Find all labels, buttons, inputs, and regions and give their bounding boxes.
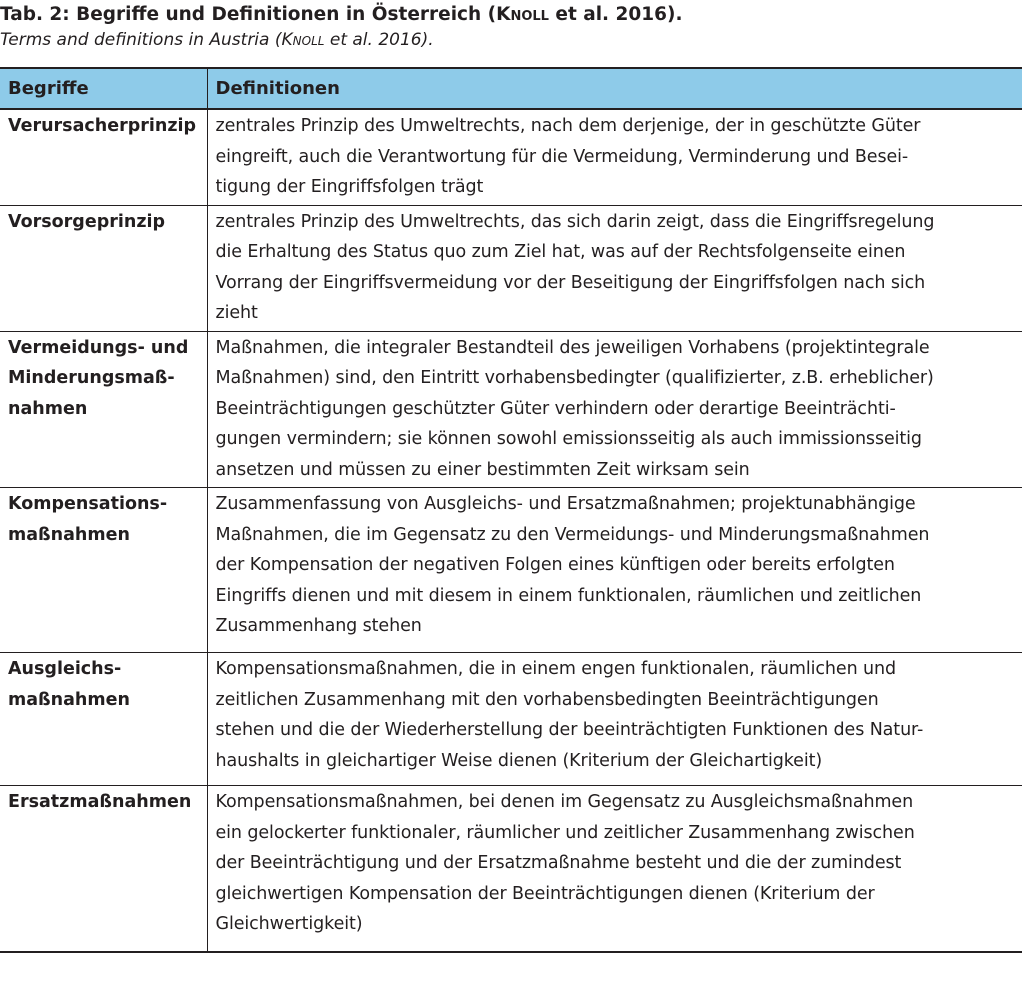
definition-line: Zusammenfassung von Ausgleichs- und Ersatzmaßnahmen; projektunabhängige bbox=[215, 494, 916, 514]
definition-line: Zusammenhang stehen bbox=[215, 616, 422, 636]
term-line: Kompensations- bbox=[8, 494, 168, 514]
definition-line: Maßnahmen, die im Gegensatz zu den Vermeidungs- und Minderungsmaßnahmen bbox=[215, 524, 930, 545]
term-line: Verursacherprinzip bbox=[8, 116, 197, 136]
definition-line: zentrales Prinzip des Umweltrechts, nach dem derjenige, der in geschützte Güter bbox=[215, 116, 921, 136]
caption-subtitle-author: Knoll bbox=[281, 30, 325, 50]
caption-title-prefix: Tab. 2: Begriffe und Definitionen in Österreich ( bbox=[0, 4, 497, 25]
table-row bbox=[0, 109, 1022, 205]
term-cell bbox=[0, 786, 207, 952]
definition-line: Kompensationsmaßnahmen, die in einem engen funktionalen, räumlichen und bbox=[215, 659, 897, 679]
term-line: maßnahmen bbox=[8, 689, 130, 710]
table-row bbox=[0, 331, 1022, 488]
definition-cell bbox=[207, 205, 1022, 331]
definition-line: zieht bbox=[215, 303, 258, 323]
header-definitionen: Definitionen bbox=[207, 68, 1022, 109]
term-cell bbox=[0, 653, 207, 786]
definition-line: die Erhaltung des Status quo zum Ziel hat, was auf der Rechtsfolgenseite einen bbox=[215, 242, 906, 262]
definition-line: der Kompensation der negativen Folgen eines künftigen oder bereits erfolgten bbox=[215, 555, 895, 575]
definition-line: Eingriffs dienen und mit diesem in einem funktionalen, räumlichen und zeitlichen bbox=[215, 585, 922, 606]
definition-line: zeitlichen Zusammenhang mit den vorhabensbedingten Beeinträchtigungen bbox=[215, 689, 879, 710]
table-header-row bbox=[0, 68, 1022, 109]
table-row bbox=[0, 786, 1022, 952]
definition-cell bbox=[207, 653, 1022, 786]
definition-line: der Beeinträchtigung und der Ersatzmaßnahme besteht und die der zumindest bbox=[215, 853, 902, 873]
definition-cell bbox=[207, 109, 1022, 205]
term-line: Ersatzmaßnahmen bbox=[8, 792, 192, 812]
definition-line: eingreift, auch die Verantwortung für die Vermeidung, Verminderung und Besei- bbox=[215, 146, 909, 167]
definition-line: Beeinträchtigungen geschützter Güter verhindern oder derartige Beeinträchti- bbox=[215, 398, 896, 419]
definition-line: Kompensationsmaßnahmen, bei denen im Gegensatz zu Ausgleichsmaßnahmen bbox=[215, 792, 914, 812]
term-line: Ausgleichs- bbox=[8, 659, 122, 679]
definition-line: Gleichwertigkeit) bbox=[215, 914, 363, 934]
definition-line: stehen und die der Wiederherstellung der beeinträchtigten Funktionen des Natur- bbox=[215, 720, 924, 740]
term-cell bbox=[0, 488, 207, 653]
term-line: nahmen bbox=[8, 398, 88, 419]
definition-cell bbox=[207, 786, 1022, 952]
definition-line: gleichwertigen Kompensation der Beeinträchtigungen dienen (Kriterium der bbox=[215, 883, 875, 904]
term-line: Vermeidungs- und bbox=[8, 337, 189, 358]
table-row bbox=[0, 488, 1022, 653]
definition-line: Maßnahmen, die integraler Bestandteil des jeweiligen Vorhabens (projektintegrale bbox=[215, 337, 930, 358]
definition-line: zentrales Prinzip des Umweltrechts, das sich darin zeigt, dass die Eingriffsregelung bbox=[215, 211, 935, 232]
caption-subtitle-prefix: Terms and definitions in Austria ( bbox=[0, 30, 282, 50]
definition-cell bbox=[207, 488, 1022, 653]
term-line: Vorsorgeprinzip bbox=[8, 211, 166, 232]
definition-line: Maßnahmen) sind, den Eintritt vorhabensbedingter (qualifizierter, z.B. erheblicher) bbox=[215, 368, 934, 388]
definition-line: tigung der Eingriffsfolgen trägt bbox=[215, 177, 484, 197]
definition-line: Vorrang der Eingriffsvermeidung vor der Beseitigung der Eingriffsfolgen nach sich bbox=[215, 272, 926, 293]
caption-title-suffix: et al. 2016). bbox=[548, 4, 683, 25]
term-line: maßnahmen bbox=[8, 524, 130, 545]
caption-subtitle-suffix: et al. 2016). bbox=[324, 30, 434, 50]
definitions-table bbox=[0, 67, 1022, 953]
term-cell bbox=[0, 331, 207, 488]
definition-cell bbox=[207, 331, 1022, 488]
term-line: Minderungsmaß- bbox=[8, 368, 175, 388]
caption-subtitle bbox=[0, 28, 1024, 52]
table-row bbox=[0, 205, 1022, 331]
caption-title-author: Knoll bbox=[496, 4, 549, 25]
table-row bbox=[0, 653, 1022, 786]
header-begriffe: Begriffe bbox=[0, 68, 207, 109]
definition-line: haushalts in gleichartiger Weise dienen (Kriterium der Gleichartigkeit) bbox=[215, 750, 823, 771]
term-cell bbox=[0, 205, 207, 331]
term-cell bbox=[0, 109, 207, 205]
definition-line: gungen vermindern; sie können sowohl emissionsseitig als auch immissionsseitig bbox=[215, 429, 922, 449]
caption-title bbox=[0, 2, 1024, 28]
table-caption bbox=[0, 2, 1024, 52]
definition-line: ein gelockerter funktionaler, räumlicher und zeitlicher Zusammenhang zwischen bbox=[215, 822, 915, 843]
definition-line: ansetzen und müssen zu einer bestimmten Zeit wirksam sein bbox=[215, 459, 750, 480]
